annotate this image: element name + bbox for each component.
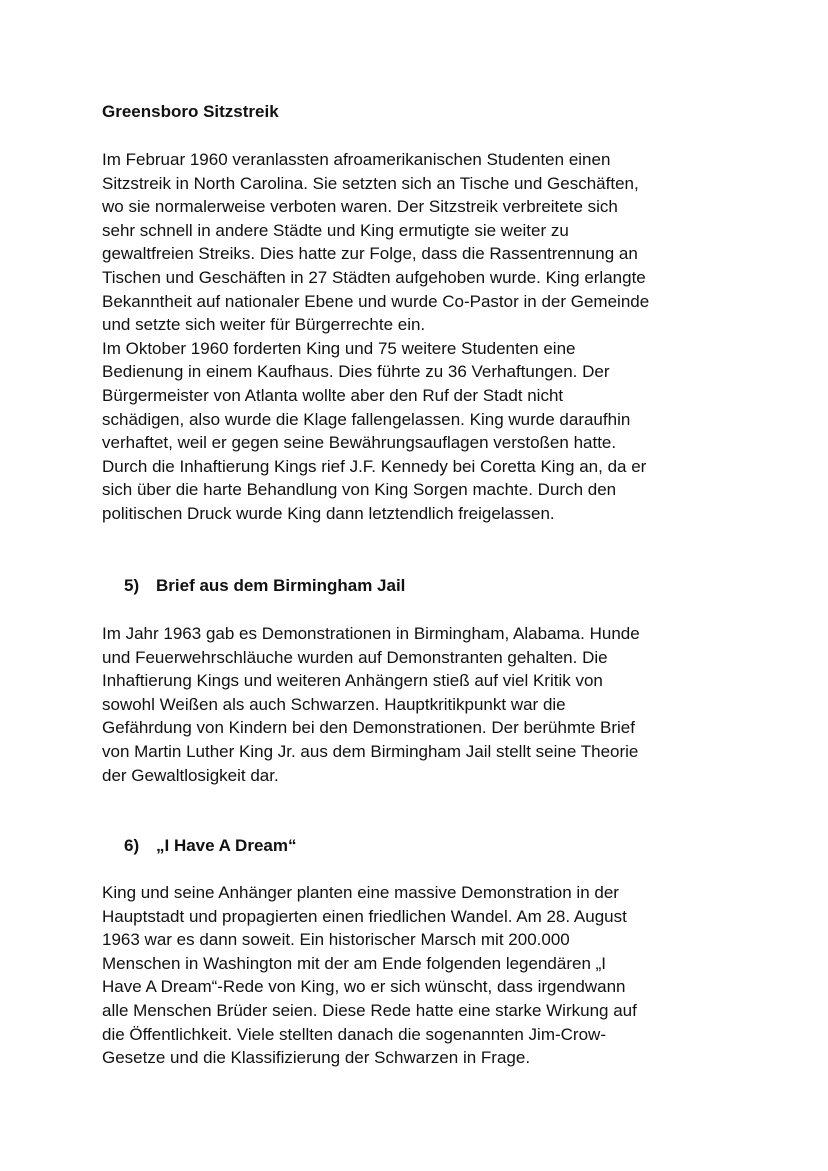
text-line: der Gewaltlosigkeit dar. (102, 765, 279, 785)
text-line: Durch die Inhaftierung Kings rief J.F. Kennedy bei Coretta King an, da er (102, 456, 647, 476)
section-paragraph-birmingham (102, 622, 640, 787)
text-line: Sitzstreik in North Carolina. Sie setzten sich an Tische und Geschäften, (102, 173, 639, 193)
text-line: wo sie normalerweise verboten waren. Der Sitzstreik verbreitete sich (102, 197, 618, 217)
text-line: politischen Druck wurde King dann letztendlich freigelassen. (102, 503, 555, 523)
section-title: Brief aus dem Birmingham Jail (156, 576, 406, 595)
text-line: Bürgermeister von Atlanta wollte aber den Ruf der Stadt nicht (102, 385, 564, 405)
section-heading-birmingham (124, 574, 405, 598)
text-line: sehr schnell in andere Städte und King ermutigte sie weiter zu (102, 220, 569, 240)
text-line: alle Menschen Brüder seien. Diese Rede hatte eine starke Wirkung auf (102, 1000, 637, 1020)
text-line: von Martin Luther King Jr. aus dem Birmingham Jail stellt seine Theorie (102, 741, 639, 761)
text-line: Im Oktober 1960 forderten King und 75 weitere Studenten eine (102, 338, 576, 358)
text-line: und setzte sich weiter für Bürgerrechte ein. (102, 315, 426, 335)
text-line: Im Jahr 1963 gab es Demonstrationen in Birmingham, Alabama. Hunde (102, 624, 640, 643)
section-heading-i-have-a-dream (124, 834, 296, 858)
text-line: Bekanntheit auf nationaler Ebene und wurde Co-Pastor in der Gemeinde (102, 291, 650, 311)
text-line: die Öffentlichkeit. Viele stellten danach die sogenannten Jim-Crow- (102, 1024, 606, 1044)
section-title: „I Have A Dream“ (156, 836, 297, 855)
text-line: sich über die harte Behandlung von King Sorgen machte. Durch den (102, 480, 617, 500)
section-paragraph-i-have-a-dream (102, 881, 637, 1070)
text-line: Hauptstadt und propagierten einen friedlichen Wandel. Am 28. August (102, 906, 627, 926)
text-line: Gefährdung von Kindern bei den Demonstrationen. Der berühmte Brief (102, 718, 635, 738)
section-number: 5) (124, 576, 140, 595)
text-line: und Feuerwehrschläuche wurden auf Demonstranten gehalten. Die (102, 647, 608, 667)
text-line: sowohl Weißen als auch Schwarzen. Hauptkritikpunkt war die (102, 694, 566, 714)
text-line: Im Februar 1960 veranlassten afroamerikanischen Studenten einen (102, 150, 611, 169)
text-line: 1963 war es dann soweit. Ein historischer Marsch mit 200.000 (102, 930, 570, 950)
text-line: Tischen und Geschäften in 27 Städten aufgehoben wurde. King erlangte (102, 267, 646, 287)
text-line: schädigen, also wurde die Klage fallengelassen. King wurde daraufhin (102, 409, 631, 429)
section-paragraph-greensboro (102, 148, 649, 526)
text-line: Inhaftierung Kings und weiteren Anhängern stieß auf viel Kritik von (102, 671, 603, 691)
text-line: Bedienung in einem Kaufhaus. Dies führte zu 36 Verhaftungen. Der (102, 362, 610, 382)
text-line: King und seine Anhänger planten eine massive Demonstration in der (102, 883, 619, 902)
section-heading-greensboro (102, 100, 279, 124)
text-line: gewaltfreien Streiks. Dies hatte zur Folge, dass die Rassentrennung an (102, 244, 638, 264)
text-line: Menschen in Washington mit der am Ende folgenden legendären „I (102, 953, 607, 973)
section-title: Greensboro Sitzstreik (102, 102, 279, 121)
text-line: Gesetze und die Klassifizierung der Schwarzen in Frage. (102, 1048, 531, 1068)
text-line: Have A Dream“-Rede von King, wo er sich wünscht, dass irgendwann (102, 977, 626, 997)
text-line: verhaftet, weil er gegen seine Bewährungsauflagen verstoßen hatte. (102, 433, 617, 453)
section-number: 6) (124, 836, 140, 855)
